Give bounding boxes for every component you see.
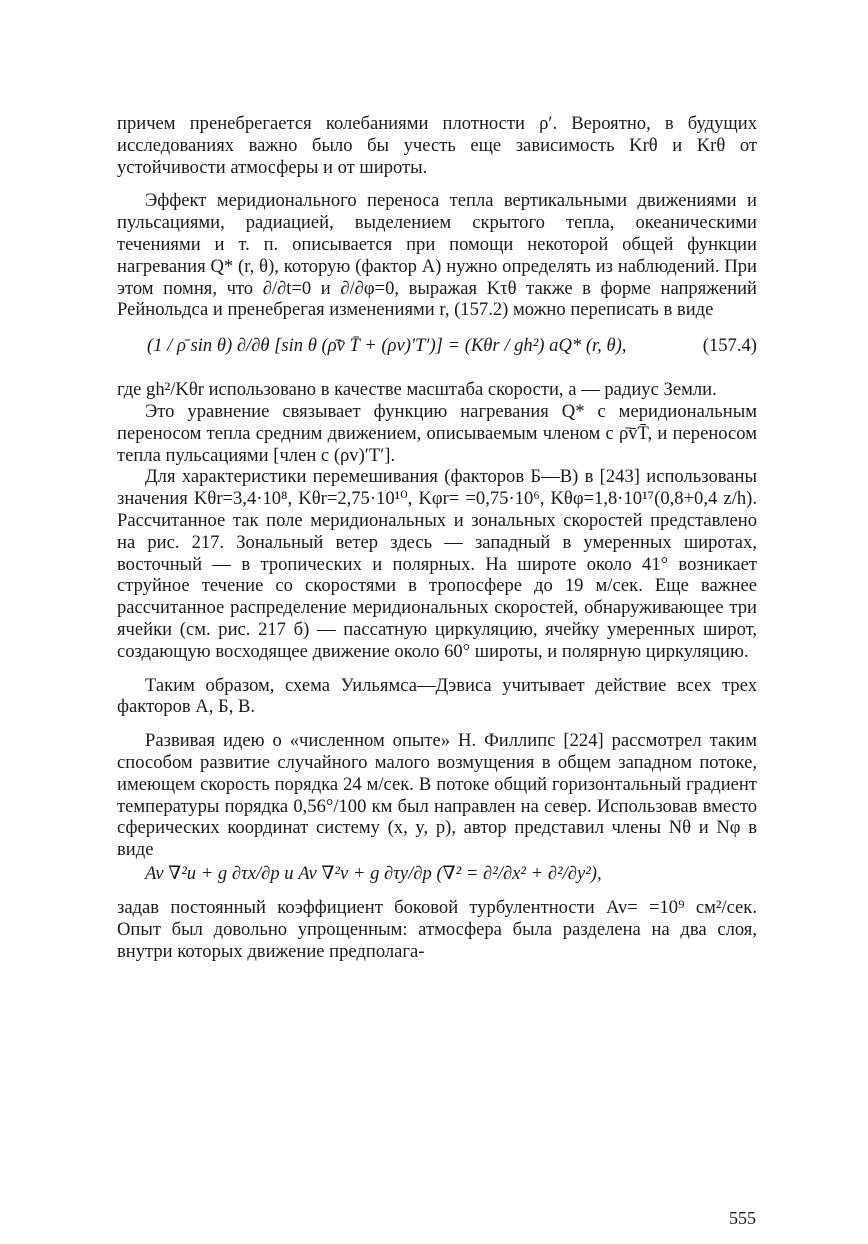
equation-157-4 <box>117 327 757 367</box>
paragraph-2: Эффект меридионального переноса тепла вертикальными движениями и пульсациями, радиацией, выделением скрытого тепла, океаническими течениями и т. п. описывается при помощи некоторой общей функции нагревания Q* (r, θ), которую (фактор А) нужно определять из наблюдений. При этом помня, что ∂/∂t=0 и ∂/∂φ=0, выражая Kτθ также в форме напряжений Рейнольдса и пренебрегая изменениями r, (157.2) можно переписать в виде <box>117 190 757 321</box>
paragraph-7: Развивая идею о «численном опыте» Н. Филлипс [224] рассмотрел таким способом развитие случайного малого возмущения в общем западном потоке, имеющем скорость порядка 24 м/сек. В потоке общий горизонтальный градиент температуры порядка 0,56°/100 км был направлен на север. Использовав вместо сферических координат систему (x, y, p), автор представил члены Nθ и Nφ в виде <box>117 730 757 861</box>
paragraph-8: задав постоянный коэффициент боковой турбулентности Av= =10⁹ см²/сек. Опыт был довольно упрощенным: атмосфера была разделена на два слоя, внутри которых движение предполага- <box>117 896 757 962</box>
paragraph-4: Это уравнение связывает функцию нагревания Q* с меридиональным переносом тепла средним движением, описываемым членом с ρ̄v̄T̄, и переносом тепла пульсациями [член с (ρv)′T′]. <box>117 400 757 466</box>
equation-turbulence-terms: Av ∇²u + g ∂τx/∂p и Av ∇²v + g ∂τy/∂p (∇² = ∂²/∂x² + ∂²/∂y²), <box>145 862 602 884</box>
equation-157-4-number: (157.4) <box>702 335 757 357</box>
page-number: 555 <box>729 1208 756 1228</box>
paragraph-3: где gh²/Kθr использовано в качестве масштаба скорости, a — радиус Земли. <box>117 379 717 401</box>
paragraph-6: Таким образом, схема Уильямса—Дэвиса учитывает действие всех трех факторов А, Б, В. <box>117 674 757 718</box>
equation-157-4-body: (1 / ρ̄ sin θ) ∂/∂θ [sin θ (ρ̄v̄ T̄ + (ρv)′T′)] = (Kθr / gh²) aQ* (r, θ), <box>147 335 627 357</box>
paragraph-5: Для характеристики перемешивания (факторов Б—В) в [243] использованы значения Kθr=3,4·10⁸, Kθr=2,75·10¹⁰, Kφr= =0,75·10⁶, Kθφ=1,8·10¹⁷(0,8+0,4 z/h). Рассчитанное так поле меридиональных и зональных скоростей представлено на рис. 217. Зональный ветер здесь — западный в умеренных широтах, восточный — в тропических и полярных. На широте около 41° возникает струйное течение со скоростями в тропосфере до 19 м/сек. Еще важнее рассчитанное распределение меридиональных скоростей, обнаруживающее три ячейки (см. рис. 217 б) — пассатную циркуляцию, ячейку умеренных широт, создающую восходящее движение около 60° широты, и полярную циркуляцию. <box>117 466 757 662</box>
body-text <box>117 113 757 962</box>
paragraph-1: причем пренебрегается колебаниями плотности ρ′. Вероятно, в будущих исследованиях важно было бы учесть еще зависимость Krθ и Krθ от устойчивости атмосферы и от широты. <box>117 113 757 178</box>
